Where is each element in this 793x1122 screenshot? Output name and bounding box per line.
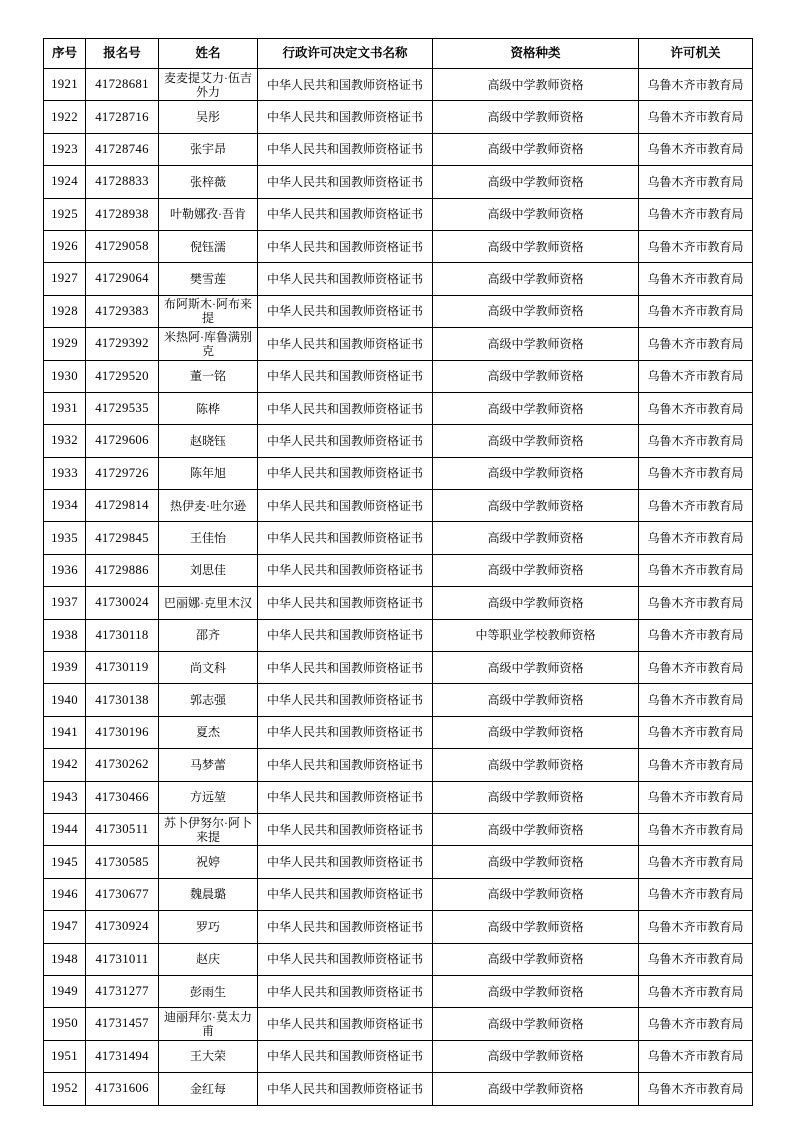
cell-registration-no: 41728833 [86, 166, 159, 198]
table-row [44, 684, 753, 716]
header-qualification: 资格种类 [433, 39, 639, 69]
cell-authority: 乌鲁木齐市教育局 [639, 911, 753, 943]
cell-registration-no: 41730466 [86, 781, 159, 813]
cell-document-name: 中华人民共和国教师资格证书 [258, 716, 433, 748]
cell-registration-no: 41728681 [86, 69, 159, 101]
cell-registration-no: 41730585 [86, 846, 159, 878]
cell-name: 叶勒娜孜·吾肯 [159, 198, 258, 230]
cell-qualification-type: 高级中学教师资格 [433, 652, 639, 684]
cell-authority: 乌鲁木齐市教育局 [639, 522, 753, 554]
cell-qualification-type: 高级中学教师资格 [433, 425, 639, 457]
cell-serial: 1946 [44, 878, 86, 910]
cell-serial: 1941 [44, 716, 86, 748]
cell-name: 魏晨璐 [159, 878, 258, 910]
cell-qualification-type: 高级中学教师资格 [433, 295, 639, 327]
cell-registration-no: 41729535 [86, 392, 159, 424]
cell-document-name: 中华人民共和国教师资格证书 [258, 943, 433, 975]
cell-qualification-type: 高级中学教师资格 [433, 263, 639, 295]
cell-registration-no: 41728746 [86, 133, 159, 165]
cell-serial: 1937 [44, 587, 86, 619]
cell-authority: 乌鲁木齐市教育局 [639, 263, 753, 295]
cell-serial: 1947 [44, 911, 86, 943]
cell-document-name: 中华人民共和国教师资格证书 [258, 878, 433, 910]
cell-qualification-type: 高级中学教师资格 [433, 716, 639, 748]
cell-document-name: 中华人民共和国教师资格证书 [258, 295, 433, 327]
header-row [44, 39, 753, 69]
license-table [43, 38, 753, 1106]
cell-registration-no: 41729058 [86, 230, 159, 262]
cell-name: 麦麦提艾力·伍吉外力 [159, 69, 258, 101]
cell-authority: 乌鲁木齐市教育局 [639, 878, 753, 910]
cell-registration-no: 41730024 [86, 587, 159, 619]
cell-document-name: 中华人民共和国教师资格证书 [258, 392, 433, 424]
cell-qualification-type: 高级中学教师资格 [433, 1008, 639, 1040]
cell-authority: 乌鲁木齐市教育局 [639, 392, 753, 424]
cell-registration-no: 41731011 [86, 943, 159, 975]
cell-qualification-type: 高级中学教师资格 [433, 878, 639, 910]
cell-authority: 乌鲁木齐市教育局 [639, 490, 753, 522]
cell-name: 方远堃 [159, 781, 258, 813]
cell-serial: 1940 [44, 684, 86, 716]
cell-name: 王佳怡 [159, 522, 258, 554]
cell-qualification-type: 高级中学教师资格 [433, 360, 639, 392]
cell-name: 罗巧 [159, 911, 258, 943]
cell-document-name: 中华人民共和国教师资格证书 [258, 230, 433, 262]
cell-document-name: 中华人民共和国教师资格证书 [258, 749, 433, 781]
cell-qualification-type: 高级中学教师资格 [433, 846, 639, 878]
cell-authority: 乌鲁木齐市教育局 [639, 975, 753, 1007]
cell-registration-no: 41729064 [86, 263, 159, 295]
cell-qualification-type: 高级中学教师资格 [433, 554, 639, 586]
cell-registration-no: 41729814 [86, 490, 159, 522]
cell-registration-no: 41729520 [86, 360, 159, 392]
cell-serial: 1945 [44, 846, 86, 878]
cell-authority: 乌鲁木齐市教育局 [639, 716, 753, 748]
header-name: 姓名 [159, 39, 258, 69]
table-row [44, 101, 753, 133]
cell-authority: 乌鲁木齐市教育局 [639, 198, 753, 230]
cell-registration-no: 41729392 [86, 328, 159, 360]
cell-serial: 1934 [44, 490, 86, 522]
cell-document-name: 中华人民共和国教师资格证书 [258, 813, 433, 845]
cell-serial: 1921 [44, 69, 86, 101]
cell-document-name: 中华人民共和国教师资格证书 [258, 554, 433, 586]
table-row [44, 749, 753, 781]
table-row [44, 392, 753, 424]
cell-authority: 乌鲁木齐市教育局 [639, 1040, 753, 1072]
cell-serial: 1924 [44, 166, 86, 198]
cell-qualification-type: 高级中学教师资格 [433, 587, 639, 619]
cell-qualification-type: 高级中学教师资格 [433, 813, 639, 845]
cell-serial: 1932 [44, 425, 86, 457]
table-row [44, 554, 753, 586]
cell-authority: 乌鲁木齐市教育局 [639, 133, 753, 165]
cell-name: 布阿斯木·阿布来提 [159, 295, 258, 327]
cell-document-name: 中华人民共和国教师资格证书 [258, 1040, 433, 1072]
cell-name: 米热阿·库鲁满别克 [159, 328, 258, 360]
table-row [44, 911, 753, 943]
cell-registration-no: 41731457 [86, 1008, 159, 1040]
cell-authority: 乌鲁木齐市教育局 [639, 554, 753, 586]
table-row [44, 1040, 753, 1072]
cell-authority: 乌鲁木齐市教育局 [639, 943, 753, 975]
table-row [44, 133, 753, 165]
cell-name: 热伊麦·吐尔逊 [159, 490, 258, 522]
cell-qualification-type: 高级中学教师资格 [433, 198, 639, 230]
cell-registration-no: 41729845 [86, 522, 159, 554]
table-row [44, 69, 753, 101]
cell-serial: 1952 [44, 1073, 86, 1105]
cell-registration-no: 41729886 [86, 554, 159, 586]
cell-document-name: 中华人民共和国教师资格证书 [258, 425, 433, 457]
cell-qualification-type: 高级中学教师资格 [433, 101, 639, 133]
cell-registration-no: 41729606 [86, 425, 159, 457]
cell-name: 王大荣 [159, 1040, 258, 1072]
cell-serial: 1933 [44, 457, 86, 489]
cell-serial: 1944 [44, 813, 86, 845]
cell-name: 马梦蕾 [159, 749, 258, 781]
cell-authority: 乌鲁木齐市教育局 [639, 846, 753, 878]
cell-registration-no: 41731277 [86, 975, 159, 1007]
cell-name: 刘思佳 [159, 554, 258, 586]
cell-document-name: 中华人民共和国教师资格证书 [258, 652, 433, 684]
cell-qualification-type: 高级中学教师资格 [433, 522, 639, 554]
cell-registration-no: 41729383 [86, 295, 159, 327]
cell-authority: 乌鲁木齐市教育局 [639, 652, 753, 684]
table-row [44, 1008, 753, 1040]
cell-qualification-type: 高级中学教师资格 [433, 943, 639, 975]
cell-serial: 1936 [44, 554, 86, 586]
cell-document-name: 中华人民共和国教师资格证书 [258, 69, 433, 101]
cell-serial: 1951 [44, 1040, 86, 1072]
cell-name: 赵庆 [159, 943, 258, 975]
table-row [44, 813, 753, 845]
table-body [44, 69, 753, 1106]
cell-name: 张梓薇 [159, 166, 258, 198]
table-row [44, 360, 753, 392]
cell-authority: 乌鲁木齐市教育局 [639, 230, 753, 262]
cell-serial: 1943 [44, 781, 86, 813]
cell-serial: 1923 [44, 133, 86, 165]
cell-authority: 乌鲁木齐市教育局 [639, 69, 753, 101]
cell-document-name: 中华人民共和国教师资格证书 [258, 457, 433, 489]
cell-document-name: 中华人民共和国教师资格证书 [258, 360, 433, 392]
cell-registration-no: 41730119 [86, 652, 159, 684]
table-row [44, 587, 753, 619]
table-row [44, 166, 753, 198]
table-row [44, 230, 753, 262]
cell-authority: 乌鲁木齐市教育局 [639, 166, 753, 198]
cell-name: 祝婷 [159, 846, 258, 878]
cell-serial: 1931 [44, 392, 86, 424]
cell-qualification-type: 高级中学教师资格 [433, 328, 639, 360]
cell-name: 郭志强 [159, 684, 258, 716]
table-row [44, 425, 753, 457]
cell-qualification-type: 中等职业学校教师资格 [433, 619, 639, 651]
cell-authority: 乌鲁木齐市教育局 [639, 781, 753, 813]
cell-document-name: 中华人民共和国教师资格证书 [258, 619, 433, 651]
table-row [44, 1073, 753, 1105]
cell-name: 夏杰 [159, 716, 258, 748]
cell-authority: 乌鲁木齐市教育局 [639, 1073, 753, 1105]
cell-document-name: 中华人民共和国教师资格证书 [258, 166, 433, 198]
cell-authority: 乌鲁木齐市教育局 [639, 813, 753, 845]
cell-document-name: 中华人民共和国教师资格证书 [258, 684, 433, 716]
cell-authority: 乌鲁木齐市教育局 [639, 457, 753, 489]
cell-name: 迪丽拜尔·莫太力甫 [159, 1008, 258, 1040]
cell-name: 赵晓钰 [159, 425, 258, 457]
table-container [43, 38, 752, 1106]
cell-authority: 乌鲁木齐市教育局 [639, 425, 753, 457]
cell-registration-no: 41730118 [86, 619, 159, 651]
cell-document-name: 中华人民共和国教师资格证书 [258, 133, 433, 165]
cell-qualification-type: 高级中学教师资格 [433, 975, 639, 1007]
cell-qualification-type: 高级中学教师资格 [433, 911, 639, 943]
cell-document-name: 中华人民共和国教师资格证书 [258, 198, 433, 230]
table-row [44, 716, 753, 748]
cell-name: 邵齐 [159, 619, 258, 651]
table-row [44, 263, 753, 295]
cell-qualification-type: 高级中学教师资格 [433, 133, 639, 165]
table-row [44, 490, 753, 522]
cell-document-name: 中华人民共和国教师资格证书 [258, 975, 433, 1007]
cell-qualification-type: 高级中学教师资格 [433, 457, 639, 489]
cell-name: 张宇昂 [159, 133, 258, 165]
cell-name: 金红每 [159, 1073, 258, 1105]
cell-serial: 1948 [44, 943, 86, 975]
cell-document-name: 中华人民共和国教师资格证书 [258, 846, 433, 878]
cell-authority: 乌鲁木齐市教育局 [639, 360, 753, 392]
cell-registration-no: 41730262 [86, 749, 159, 781]
header-registration-no: 报名号 [86, 39, 159, 69]
cell-registration-no: 41731606 [86, 1073, 159, 1105]
cell-document-name: 中华人民共和国教师资格证书 [258, 587, 433, 619]
cell-qualification-type: 高级中学教师资格 [433, 230, 639, 262]
cell-document-name: 中华人民共和国教师资格证书 [258, 522, 433, 554]
cell-qualification-type: 高级中学教师资格 [433, 166, 639, 198]
table-row [44, 781, 753, 813]
cell-qualification-type: 高级中学教师资格 [433, 1073, 639, 1105]
cell-authority: 乌鲁木齐市教育局 [639, 619, 753, 651]
cell-name: 陈年旭 [159, 457, 258, 489]
cell-serial: 1938 [44, 619, 86, 651]
cell-registration-no: 41730196 [86, 716, 159, 748]
table-row [44, 846, 753, 878]
cell-name: 彭雨生 [159, 975, 258, 1007]
cell-serial: 1929 [44, 328, 86, 360]
table-row [44, 328, 753, 360]
table-row [44, 975, 753, 1007]
cell-name: 吴彤 [159, 101, 258, 133]
cell-authority: 乌鲁木齐市教育局 [639, 101, 753, 133]
cell-serial: 1935 [44, 522, 86, 554]
cell-name: 董一铭 [159, 360, 258, 392]
cell-qualification-type: 高级中学教师资格 [433, 749, 639, 781]
header-document-name: 行政许可决定文书名称 [258, 39, 433, 69]
cell-qualification-type: 高级中学教师资格 [433, 1040, 639, 1072]
table-row [44, 943, 753, 975]
cell-registration-no: 41728938 [86, 198, 159, 230]
cell-document-name: 中华人民共和国教师资格证书 [258, 781, 433, 813]
table-row [44, 652, 753, 684]
cell-serial: 1942 [44, 749, 86, 781]
table-row [44, 295, 753, 327]
cell-serial: 1949 [44, 975, 86, 1007]
cell-name: 樊雪莲 [159, 263, 258, 295]
header-serial: 序号 [44, 39, 86, 69]
cell-registration-no: 41730924 [86, 911, 159, 943]
cell-serial: 1925 [44, 198, 86, 230]
cell-registration-no: 41730138 [86, 684, 159, 716]
table-row [44, 457, 753, 489]
cell-registration-no: 41729726 [86, 457, 159, 489]
cell-serial: 1928 [44, 295, 86, 327]
cell-qualification-type: 高级中学教师资格 [433, 69, 639, 101]
cell-serial: 1922 [44, 101, 86, 133]
cell-document-name: 中华人民共和国教师资格证书 [258, 490, 433, 522]
cell-registration-no: 41731494 [86, 1040, 159, 1072]
cell-authority: 乌鲁木齐市教育局 [639, 684, 753, 716]
cell-registration-no: 41730511 [86, 813, 159, 845]
cell-authority: 乌鲁木齐市教育局 [639, 295, 753, 327]
cell-registration-no: 41730677 [86, 878, 159, 910]
cell-document-name: 中华人民共和国教师资格证书 [258, 328, 433, 360]
cell-serial: 1939 [44, 652, 86, 684]
table-row [44, 878, 753, 910]
cell-name: 倪钰濡 [159, 230, 258, 262]
cell-authority: 乌鲁木齐市教育局 [639, 328, 753, 360]
cell-name: 尚文科 [159, 652, 258, 684]
cell-registration-no: 41728716 [86, 101, 159, 133]
cell-name: 苏卜伊努尔·阿卜来提 [159, 813, 258, 845]
cell-document-name: 中华人民共和国教师资格证书 [258, 101, 433, 133]
cell-name: 巴丽娜·克里木汉 [159, 587, 258, 619]
cell-serial: 1950 [44, 1008, 86, 1040]
cell-qualification-type: 高级中学教师资格 [433, 684, 639, 716]
cell-authority: 乌鲁木齐市教育局 [639, 587, 753, 619]
table-row [44, 522, 753, 554]
cell-document-name: 中华人民共和国教师资格证书 [258, 1073, 433, 1105]
cell-serial: 1930 [44, 360, 86, 392]
cell-qualification-type: 高级中学教师资格 [433, 490, 639, 522]
header-authority: 许可机关 [639, 39, 753, 69]
cell-authority: 乌鲁木齐市教育局 [639, 749, 753, 781]
cell-document-name: 中华人民共和国教师资格证书 [258, 1008, 433, 1040]
cell-authority: 乌鲁木齐市教育局 [639, 1008, 753, 1040]
cell-document-name: 中华人民共和国教师资格证书 [258, 911, 433, 943]
cell-serial: 1927 [44, 263, 86, 295]
cell-name: 陈桦 [159, 392, 258, 424]
cell-qualification-type: 高级中学教师资格 [433, 781, 639, 813]
cell-qualification-type: 高级中学教师资格 [433, 392, 639, 424]
cell-serial: 1926 [44, 230, 86, 262]
cell-document-name: 中华人民共和国教师资格证书 [258, 263, 433, 295]
table-row [44, 619, 753, 651]
table-row [44, 198, 753, 230]
